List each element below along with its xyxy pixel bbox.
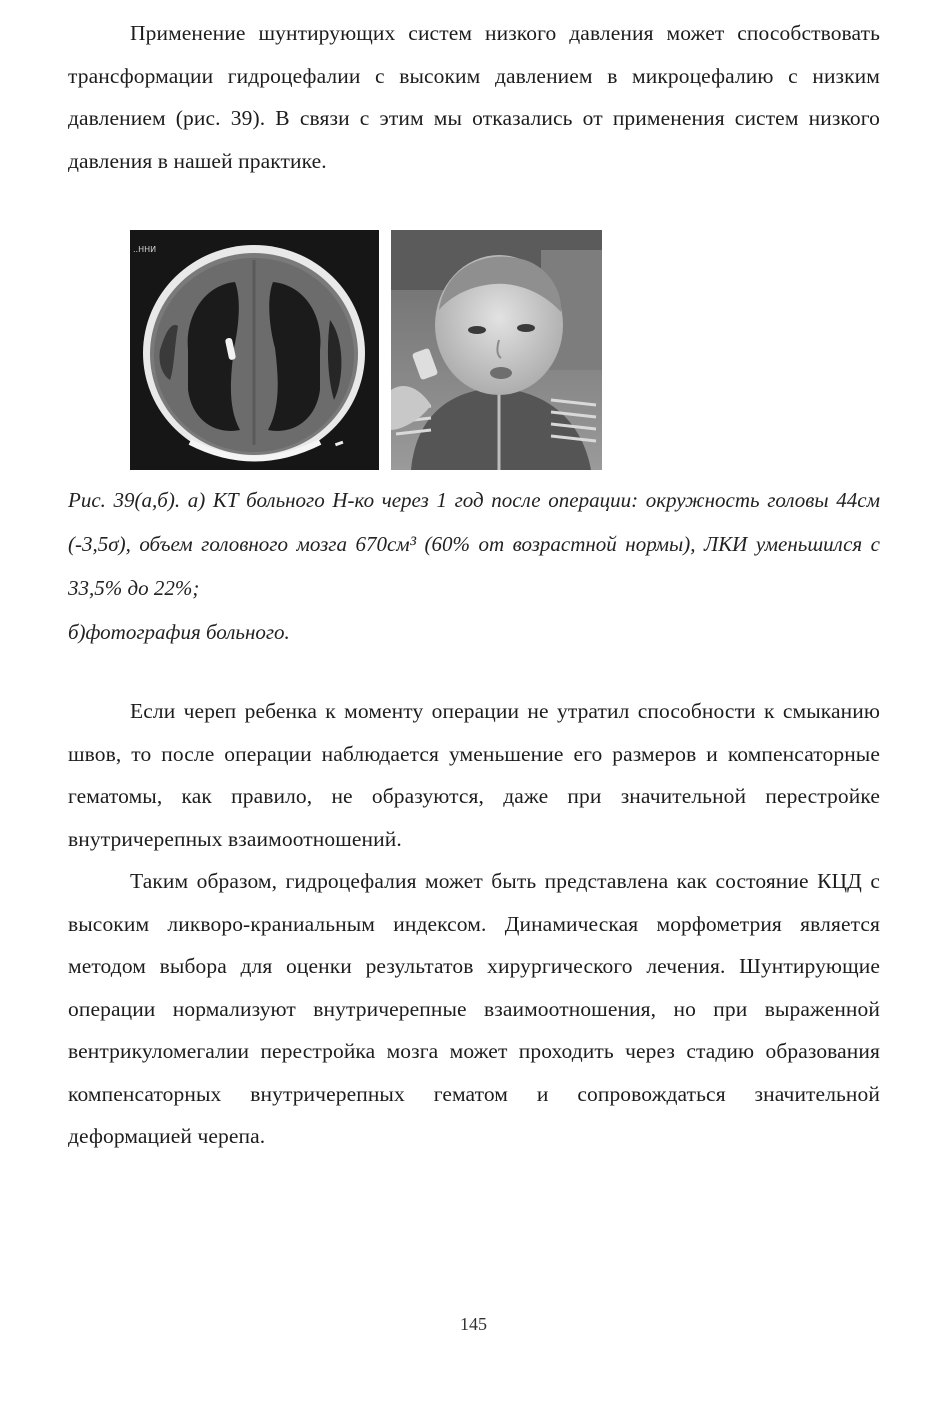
caption-text-a: Рис. 39(а,б). а) КТ больного Н-ко через 1 год после операции: окружность головы 44см (-3,5σ), объем головного мозга 670см³ (60% от возрастной нормы), ЛКИ уменьшился с 33,5% до 22%; [68,488,880,600]
page-number: 145 [460,1314,487,1334]
patient-photo [391,230,602,470]
ct-scan-image [130,230,379,470]
body-paragraph: Применение шунтирующих систем низкого давления может способствовать трансформации гидроцефалии с высоким давлением в микроцефалию с низким давлением (рис. 39). В связи с этим мы отказались от применения систем низкого давления в нашей практике. [68,21,880,173]
intro-text-block [68,12,880,182]
main-text-block [68,690,880,1158]
caption-text-b: б)фотография больного. [68,620,290,644]
figure-caption [68,478,880,654]
body-paragraph: Таким образом, гидроцефалия может быть представлена как состояние КЦД с высоким ликворо-краниальным индексом. Динамическая морфометрия является методом выбора для оценки результатов хирургического лечения. Шунтирующие операции нормализуют внутричерепные взаимоотношения, но при выраженной вентрикуломегалии перестройка мозга может проходить через стадию образования компенсаторных внутричерепных гематом и сопровождаться значительной деформацией черепа. [68,869,880,1148]
ct-overlay-label: ..ННИ [133,245,157,254]
figure-39 [130,230,602,470]
body-paragraph: Если череп ребенка к моменту операции не утратил способности к смыканию швов, то после операции наблюдается уменьшение его размеров и компенсаторные гематомы, как правило, не образуются, даже при значительной перестройке внутричерепных взаимоотношений. [68,699,880,851]
